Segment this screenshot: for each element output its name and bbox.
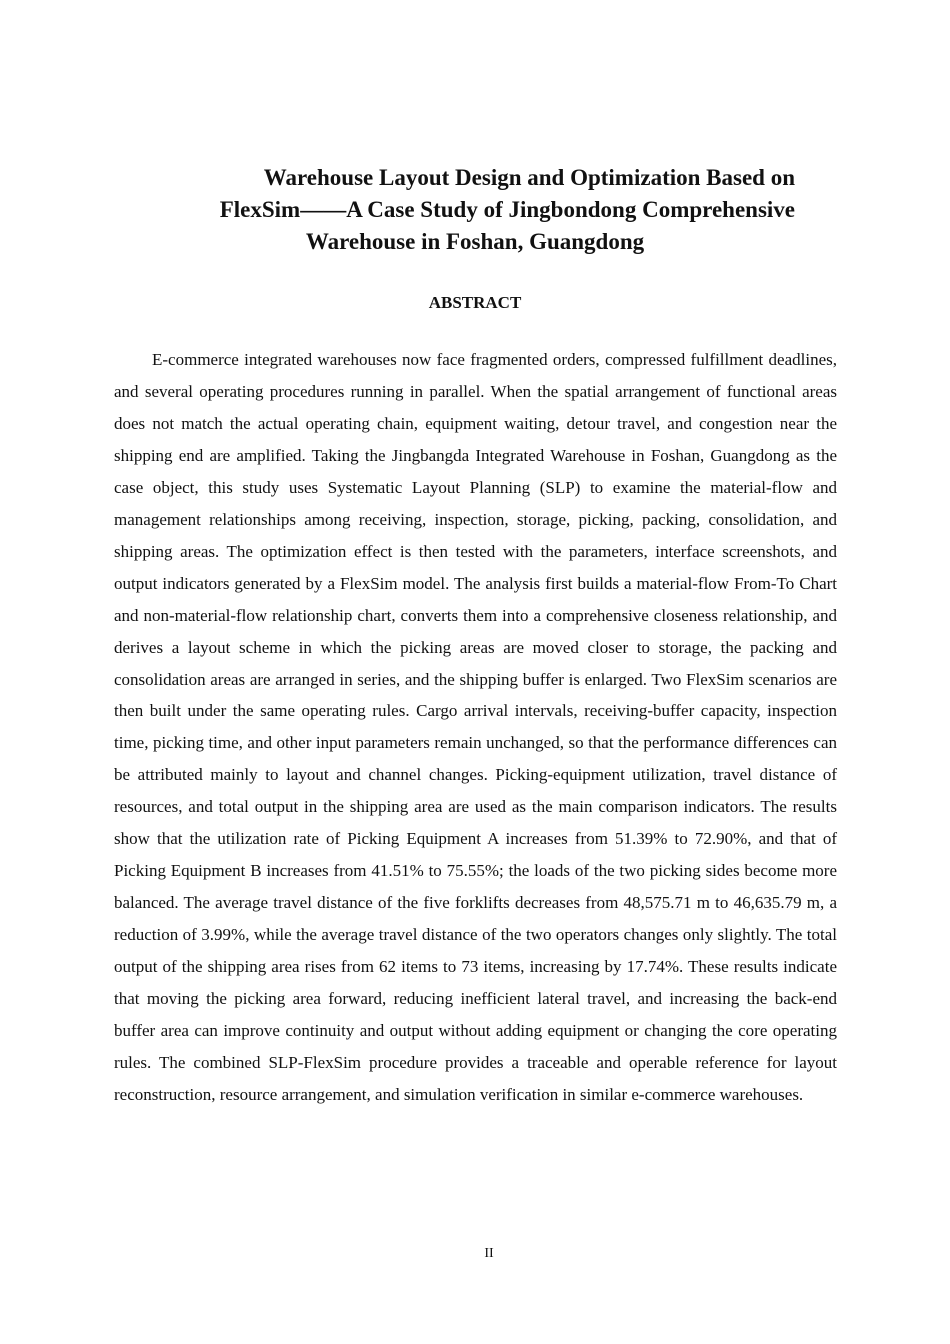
page-number: II bbox=[484, 1246, 494, 1261]
title-line-1: Warehouse Layout Design and Optimization Based on bbox=[263, 165, 795, 190]
abstract-heading: ABSTRACT bbox=[428, 293, 522, 312]
abstract-paragraph: E-commerce integrated warehouses now face fragmented orders, compressed fulfillment deadlines, and several operating procedures running in parallel. When the spatial arrangement of functional areas does not match the actual operating chain, equipment waiting, detour travel, and congestion near the shipping end are amplified. Taking the Jingbangda Integrated Warehouse in Foshan, Guangdong as the case object, this study uses Systematic Layout Planning (SLP) to examine the material-flow and management relationships among receiving, inspection, storage, picking, packing, consolidation, and shipping areas. The optimization effect is then tested with the parameters, interface screenshots, and output indicators generated by a FlexSim model. The analysis first builds a material-flow From-To Chart and non-material-flow relationship chart, converts them into a comprehensive closeness relationship, and derives a layout scheme in which the picking areas are moved closer to storage, the packing and consolidation areas are arranged in series, and the shipping buffer is enlarged. Two FlexSim scenarios are then built under the same operating rules. Cargo arrival intervals, receiving-buffer capacity, inspection time, picking time, and other input parameters remain unchanged, so that the performance differences can be attributed mainly to layout and channel changes. Picking-equipment utilization, travel distance of resources, and total output in the shipping area are used as the main comparison indicators. The results show that the utilization rate of Picking Equipment A increases from 51.39% to 72.90%, and that of Picking Equipment B increases from 41.51% to 75.55%; the loads of the two picking sides become more balanced. The average travel distance of the five forklifts decreases from 48,575.71 m to 46,635.79 m, a reduction of 3.99%, while the average travel distance of the two operators changes only slightly. The total output of the shipping area rises from 62 items to 73 items, increasing by 17.74%. These results indicate that moving the picking area forward, reducing inefficient lateral travel, and increasing the back-end buffer area can improve continuity and output without adding equipment or changing the core operating rules. The combined SLP-FlexSim procedure provides a traceable and operable reference for layout reconstruction, resource arrangement, and simulation verification in similar e-commerce warehouses. bbox=[114, 350, 837, 1104]
title-line-2: FlexSim——A Case Study of Jingbondong Comprehensive bbox=[219, 197, 795, 222]
title-line-3: Warehouse in Foshan, Guangdong bbox=[305, 229, 645, 254]
document-title bbox=[150, 162, 800, 258]
